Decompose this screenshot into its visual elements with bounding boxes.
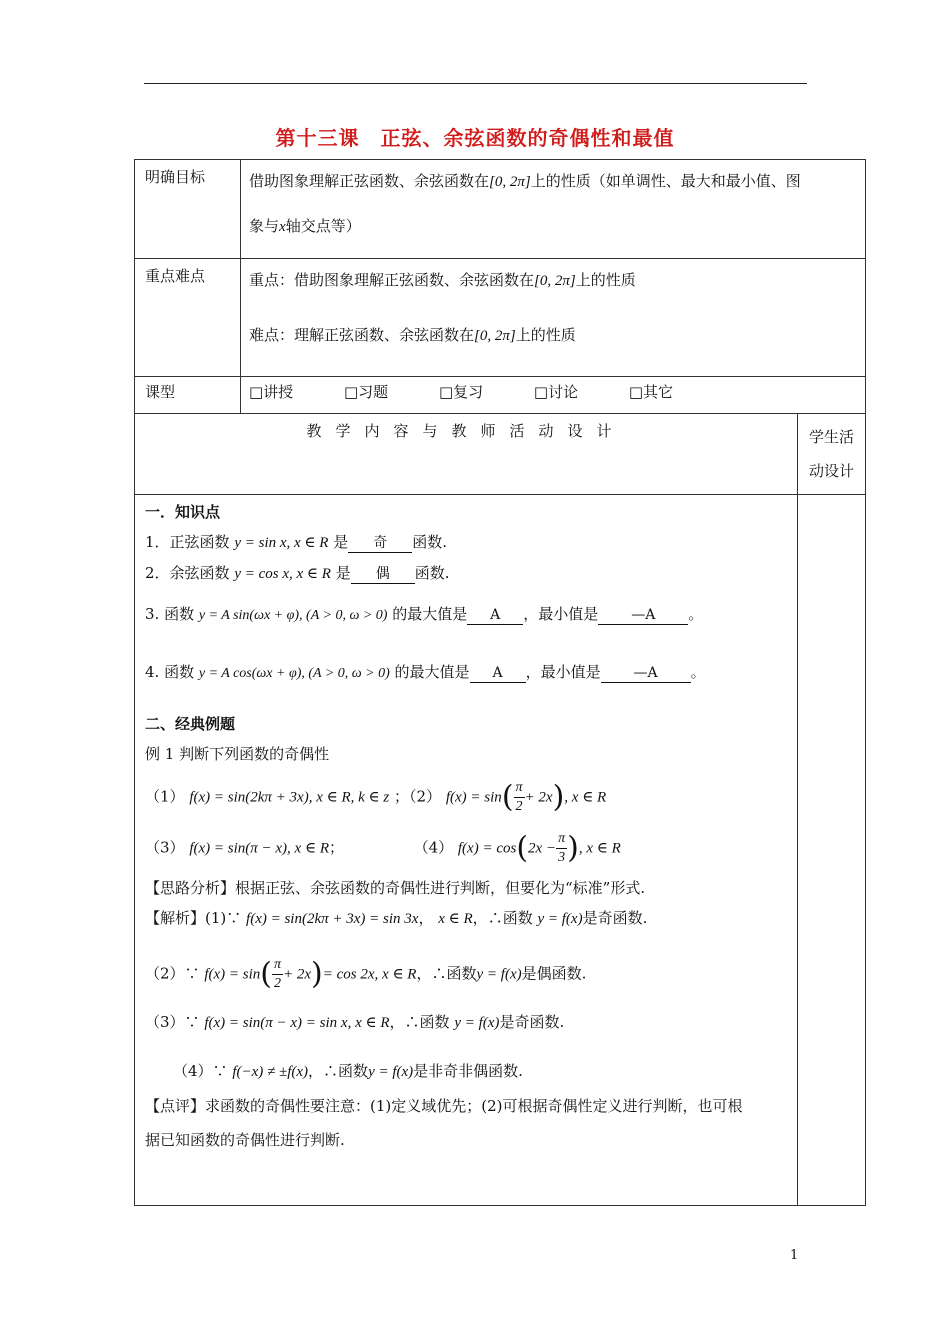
p4-math-a: f(x) = cos xyxy=(457,840,517,857)
k1-blank: 奇 xyxy=(348,534,412,553)
type-cell xyxy=(241,377,866,414)
k3-pre: 3. 函数 xyxy=(145,605,195,623)
k1-mid: 是 xyxy=(333,533,349,551)
sol1-math: f(x) = sin(2kπ + 3x) = sin 3x xyxy=(246,911,419,927)
sol2-math-a: f(x) = sin xyxy=(204,966,261,983)
k2-pre: 2．余弦函数 xyxy=(145,564,230,582)
p2-paren-close: ) xyxy=(552,779,565,815)
sol2-num: （2）∵ xyxy=(145,964,200,983)
sol2-func: y = f(x) xyxy=(476,966,522,983)
p1-num: （1） xyxy=(145,787,185,806)
k3-mid: 的最大值是 xyxy=(392,605,468,623)
type-exercise-checkbox[interactable]: □习题 xyxy=(343,383,389,401)
p2-math-c: , x ∈ R xyxy=(564,789,607,806)
student-header-1: 学生活 xyxy=(809,428,855,446)
k2-blank: 偶 xyxy=(351,565,415,584)
type-review-checkbox[interactable]: □复习 xyxy=(438,383,484,401)
sol4-func: y = f(x) xyxy=(368,1064,414,1080)
sol3-math: f(x) = sin(π − x) = sin x, x ∈ R xyxy=(204,1015,390,1031)
k3-math: y = A sin(ωx + φ), (A > 0, ω > 0) xyxy=(198,608,388,623)
sol2-frac-num: π xyxy=(272,956,283,975)
student-activity-cell xyxy=(798,495,866,1206)
k1-math: y = sin x, x ∈ R xyxy=(234,535,329,551)
sol2-therefore: ∴函数 xyxy=(431,964,477,983)
key-label: 重点难点 xyxy=(135,259,241,377)
sol4-end: 是非奇非偶函数. xyxy=(413,1062,523,1080)
content-row xyxy=(135,495,866,1206)
p3-math: f(x) = sin(π − x), x ∈ R xyxy=(189,840,329,857)
section-knowledge: 一．知识点 xyxy=(145,503,221,521)
p4-frac-den: 3 xyxy=(558,850,566,865)
key-text-1: 重点：借助图象理解正弦函数、余弦函数在 xyxy=(249,271,535,289)
knowledge-2 xyxy=(145,558,787,589)
type-lecture-checkbox[interactable]: □讲授 xyxy=(249,383,294,401)
goal-text-3a: 象与 xyxy=(249,217,280,235)
interval-math-2: [0, 2π] xyxy=(534,273,576,289)
sol4-therefore: ，∴函数 xyxy=(308,1062,369,1080)
solution-3: （3）∵ f(x) = sin(π − x) = sin x, x ∈ R，∴函数 y = f(x)是奇函数. xyxy=(145,1013,565,1031)
k4-sep: ，最小值是 xyxy=(525,663,601,681)
goal-text-2: 上的性质（如单调性、最大和最小值、图 xyxy=(530,172,801,190)
sol3-therefore: ∴函数 xyxy=(404,1013,450,1031)
interval-math-3: [0, 2π] xyxy=(474,328,516,344)
comment-line-2: 据已知函数的奇偶性进行判断. xyxy=(145,1131,345,1149)
sol2-math-c: = cos 2x, x ∈ R xyxy=(322,966,417,983)
knowledge-4 xyxy=(145,657,787,689)
solution-1: 【解析】(1)∵ f(x) = sin(2kπ + 3x) = sin 3x， x ∈ R，∴函数 y = f(x)是奇函数. xyxy=(145,909,648,927)
sol1-func: y = f(x) xyxy=(537,911,583,927)
design-header-row xyxy=(135,414,866,495)
header-rule xyxy=(144,83,807,84)
sol4-math: f(−x) ≠ ±f(x) xyxy=(232,1064,309,1080)
p3-sep: ； xyxy=(328,838,344,857)
example-1-title: 例 1 判断下列函数的奇偶性 xyxy=(145,745,330,763)
p2-paren-open: ( xyxy=(501,779,514,815)
interval-math: [0, 2π] xyxy=(489,174,531,190)
sol2-paren-open: ( xyxy=(260,956,272,992)
problem-3-4 xyxy=(145,830,787,867)
sol2-frac-den: 2 xyxy=(274,976,281,991)
content-cell xyxy=(135,495,798,1206)
k4-end: 。 xyxy=(690,663,706,681)
key-text-1b: 上的性质 xyxy=(575,271,636,289)
type-row xyxy=(135,377,866,414)
k3-min-blank: —A xyxy=(598,606,688,625)
type-label: 课型 xyxy=(135,377,241,414)
lesson-table xyxy=(134,159,866,1206)
goal-row xyxy=(135,160,866,259)
key-text-2: 难点：理解正弦函数、余弦函数在 xyxy=(249,326,475,344)
solution-2: （2）∵ f(x) = sin( $\frac{\pi}{2}$ + 2x)= cos 2x, x ∈ R，∴函数y = f(x)是偶函数. xyxy=(145,956,587,992)
k4-math: y = A cos(ωx + φ), (A > 0, ω > 0) xyxy=(198,666,390,681)
k1-post: 函数. xyxy=(412,533,448,551)
k3-end: 。 xyxy=(688,605,704,623)
sol2-paren-close: ) xyxy=(311,956,323,992)
k4-max-blank: A xyxy=(470,664,526,683)
goal-x: x xyxy=(279,219,286,235)
sol3-end: 是奇函数. xyxy=(499,1013,565,1031)
k2-mid: 是 xyxy=(335,564,351,582)
k4-min-blank: —A xyxy=(601,664,691,683)
type-other-checkbox[interactable]: □其它 xyxy=(628,383,674,401)
design-header: 教学内容与教师活动设计 xyxy=(135,414,798,495)
p4-math-b: 2x − xyxy=(528,840,557,857)
key-text-2b: 上的性质 xyxy=(515,326,576,344)
goal-cell xyxy=(241,160,866,259)
p4-num: （4） xyxy=(413,838,454,857)
key-cell xyxy=(241,259,866,377)
page-title: 第十三课 正弦、余弦函数的奇偶性和最值 xyxy=(275,126,675,150)
p4-paren-open: ( xyxy=(516,830,529,866)
sol1-x: x ∈ R xyxy=(438,911,473,927)
goal-label: 明确目标 xyxy=(135,160,241,259)
k1-pre: 1．正弦函数 xyxy=(145,533,230,551)
k4-mid: 的最大值是 xyxy=(394,663,470,681)
k4-pre: 4. 函数 xyxy=(145,663,195,681)
p4-frac xyxy=(556,830,567,867)
p3-num: （3） xyxy=(145,838,185,857)
k3-max-blank: A xyxy=(467,606,523,625)
sol3-num: （3）∵ xyxy=(145,1013,200,1031)
knowledge-3 xyxy=(145,599,787,631)
goal-text-3b: 轴交点等） xyxy=(285,217,361,235)
problem-1-2 xyxy=(145,779,787,816)
p2-frac-den: 2 xyxy=(515,799,523,814)
p2-math-b: + 2x xyxy=(524,789,553,806)
p1-sep: ；（2） xyxy=(394,787,442,806)
sol2-end: 是偶函数. xyxy=(521,964,587,983)
p4-paren-close: ) xyxy=(567,830,579,866)
p2-frac-num: π xyxy=(514,779,525,798)
solution-label: 【解析】(1)∵ xyxy=(145,909,242,927)
student-header-2: 动设计 xyxy=(809,462,855,480)
p4-frac-num: π xyxy=(556,830,567,849)
sol2-math-b: + 2x xyxy=(283,966,312,983)
p1-math: f(x) = sin(2kπ + 3x), x ∈ R, k ∈ z xyxy=(189,789,390,806)
section-examples: 二、经典例题 xyxy=(145,715,236,733)
sol4-num: （4）∵ xyxy=(173,1062,228,1080)
p2-frac xyxy=(514,779,525,816)
sol3-func: y = f(x) xyxy=(454,1015,500,1031)
key-row xyxy=(135,259,866,377)
comment-line-1: 【点评】求函数的奇偶性要注意：(1)定义域优先；(2)可根据奇偶性定义进行判断，也可根 xyxy=(145,1097,743,1115)
k3-sep: ，最小值是 xyxy=(523,605,599,623)
analysis: 【思路分析】根据正弦、余弦函数的奇偶性进行判断，但要化为“标准”形式. xyxy=(145,879,646,897)
student-header xyxy=(798,414,866,495)
goal-text-1: 借助图象理解正弦函数、余弦函数在 xyxy=(249,172,490,190)
sol2-frac xyxy=(272,956,283,993)
type-discussion-checkbox[interactable]: □讨论 xyxy=(533,383,579,401)
k2-math: y = cos x, x ∈ R xyxy=(234,566,331,582)
solution-4 xyxy=(145,1056,787,1087)
sol1-therefore: ∴函数 xyxy=(487,909,533,927)
page-number: 1 xyxy=(790,1248,799,1263)
knowledge-1 xyxy=(145,527,787,558)
p4-math-c: , x ∈ R xyxy=(578,840,621,857)
sol1-end: 是奇函数. xyxy=(582,909,648,927)
k2-post: 函数. xyxy=(414,564,450,582)
p2-math-a: f(x) = sin xyxy=(445,789,502,806)
